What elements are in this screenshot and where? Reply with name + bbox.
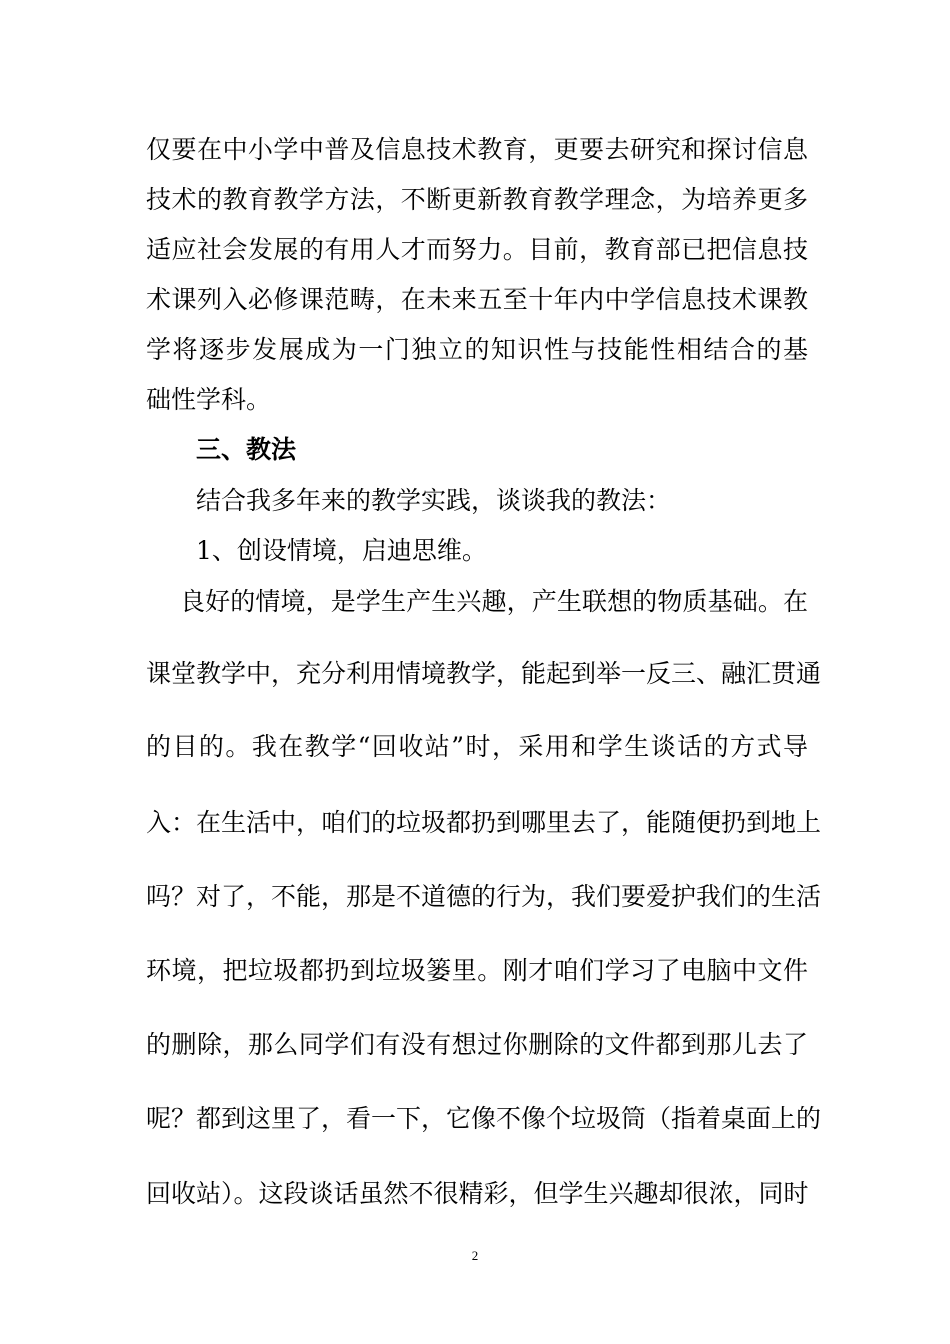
- intro-text: 结合我多年来的教学实践，谈谈我的教法：: [196, 486, 672, 515]
- text-line: 良好的情境，是学生产生兴趣，产生联想的物质基础。在: [180, 587, 808, 616]
- text-line: 入：在生活中，咱们的垃圾都扔到哪里去了，能随便扔到地上: [146, 808, 822, 837]
- page-number: 2: [471, 1248, 479, 1263]
- text-line: 适应社会发展的有用人才而努力。目前，教育部已把信息技: [146, 235, 808, 264]
- item-title: 1、创设情境，启迪思维。: [196, 536, 487, 565]
- text-line: 仅要在中小学中普及信息技术教育，更要去研究和探讨信息: [146, 135, 808, 164]
- text-line: 的删除，那么同学们有没有想过你删除的文件都到那儿去了: [146, 1030, 808, 1059]
- section-heading: 三、教法: [196, 435, 297, 464]
- text-line: 吗？对了，不能，那是不道德的行为，我们要爱护我们的生活: [146, 882, 822, 911]
- text-line: 课堂教学中，充分利用情境教学，能起到举一反三、融汇贯通: [146, 659, 822, 688]
- text-line: 的目的。我在教学“回收站”时，采用和学生谈话的方式导: [146, 732, 808, 761]
- text-line: 环境，把垃圾都扔到垃圾篓里。刚才咱们学习了电脑中文件: [146, 956, 808, 985]
- text-line: 术课列入必修课范畴，在未来五至十年内中学信息技术课教: [146, 285, 808, 314]
- text-line: 技术的教育教学方法，不断更新教育教学理念，为培养更多: [146, 185, 808, 214]
- text-line: 学将逐步发展成为一门独立的知识性与技能性相结合的基: [146, 335, 808, 364]
- text-line: 呢？都到这里了，看一下，它像不像个垃圾筒（指着桌面上的: [146, 1104, 822, 1133]
- text-line: 础性学科。: [146, 385, 272, 414]
- text-line: 回收站）。这段谈话虽然不很精彩，但学生兴趣却很浓，同时: [146, 1179, 809, 1208]
